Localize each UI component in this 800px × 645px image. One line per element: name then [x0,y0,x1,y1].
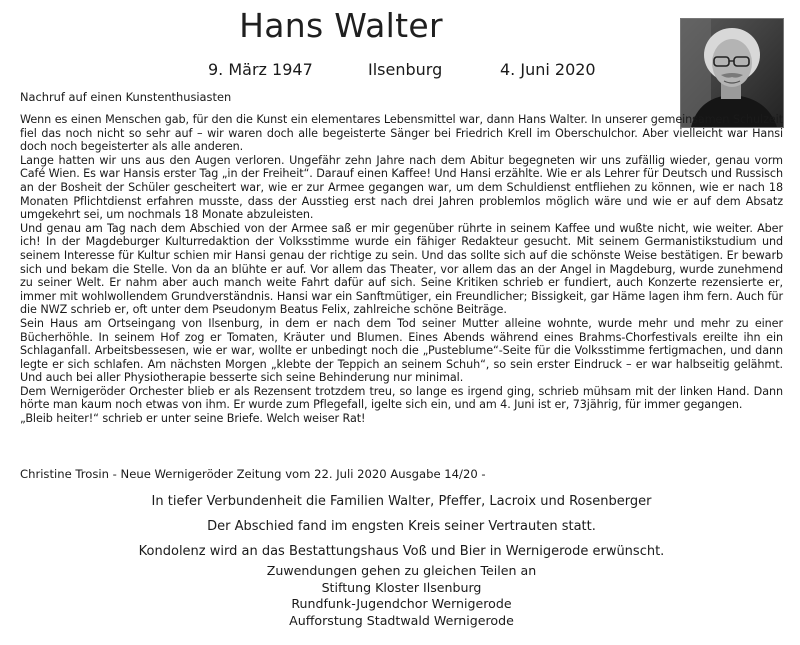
donation-item: Stiftung Kloster Ilsenburg [321,579,482,595]
paragraph: Dem Wernigeröder Orchester blieb er als Rezensent trotzdem treu, so lange es irgend ging, schrieb mühsam mit der linken Hand. Dann hörte man kaum noch etwas von ihm. Er wurde zum Pflegefall, igelte sich ein, und am 4. Juni ist er, 73jährig, für immer gegangen. [20,384,783,412]
birth-place: Ilsenburg [368,60,443,79]
family-announcement [20,494,783,569]
death-date: 4. Juni 2020 [500,60,596,79]
obituary-subtitle: Nachruf auf einen Kunstenthusiasten [20,90,232,104]
paragraph: Wenn es einen Menschen gab, für den die Kunst ein elementares Lebensmittel war, dann Hans Walter. In unserer gemeinsamen Schulzeit fiel das noch nicht so sehr auf – wir waren doch alle begeisterte Sänger bei Friedrich Krell im Oberschulchor. Aber vielleicht war Hansi doch noch begeisterter als alle anderen. [20,113,783,154]
paragraph: „Bleib heiter!“ schrieb er unter seine Briefe. Welch weiser Rat! [20,412,366,426]
donation-item: Rundfunk-Jugendchor Wernigerode [291,596,512,611]
condolence-line: Kondolenz wird an das Bestattungshaus Voß und Bier in Wernigerode erwünscht. [138,544,665,559]
paragraph: Sein Haus am Ortseingang von Ilsenburg, in dem er nach dem Tod seiner Mutter alleine wohnte, wurde mehr und mehr zu einer Bücherhöhle. In seinem Hof zog er Tomaten, Kräuter und Blumen. Eines Abends während eines Brahms-Chorfestivals ereilte ihn ein Schlaganfall. Arbeitsbessesen, wie er war, wollte er unbedingt noch die „Pusteblume“-Seite für die Volksstimme fertigmachen, und dann legte er sich schlafen. Am nächsten Morgen „klebte der Teppich an seinem Schuh“, so sein erster Eindruck – er war halbseitig gelähmt. Und auch bei aller Physiotherapie besserte sich seine Behinderung nur minimal. [20,316,783,385]
paragraph: Lange hatten wir uns aus den Augen verloren. Ungefähr zehn Jahre nach dem Abitur begegneten wir uns zufällig wieder, genau vorm Café Wien. Es war Hansis erster Tag „in der Freiheit“. Darauf einen Kaffee! Und Hansi erzählte. Wie er als Lehrer für Deutsch und Russisch an der Bosheit der Schüler gescheitert war, wie er zur Armee gegangen war, um dem Schuldienst entfliehen zu können, wie er nach 18 Monaten Pflichtdienst erfahren musste, dass der Ausstieg erst nach drei Jahren problemlos möglich wäre und wie er auf dem Absatz umgekehrt sei, um nochmals 18 Monate abzuleisten. [20,153,783,222]
portrait-photo [680,18,784,128]
obituary-text [20,113,783,426]
deceased-name: Hans Walter [239,6,443,45]
farewell-line: Der Abschied fand im engsten Kreis seiner Vertrauten statt. [207,519,596,534]
donation-list [20,563,783,629]
paragraph: Und genau am Tag nach dem Abschied von der Armee saß er mir gegenüber rührte in seinem Kaffee und wußte nicht, wie weiter. Aber ich! In der Magdeburger Kulturredaktion der Volksstimme wurde ein fähiger Redakteur gesucht. Mit seinem Germanistikstudium und seinem Interesse für Kultur schien mir Hansi genau der richtige zu sein. Und das sollte sich auf die schönste Weise bestätigen. Er bewarb sich und bekam die Stelle. Von da an blühte er auf. Vor allem das Theater, vor allem das an der Angel in Magdeburg, wurde zunehmend zu seiner Welt. Er nahm aber auch manch weite Fahrt dafür auf sich. Seine Kritiken schrieb er fundiert, auch Konzerte rezensierte er, immer mit wohlwollendem Grundverständnis. Hansi war ein Sanftmütiger, ein Freundlicher; Bissigkeit, gar Häme lagen ihm fern. Auch für die NWZ schrieb er, oft unter dem Pseudonym Beatus Felix, zahlreiche schöne Beiträge. [20,221,783,317]
birth-date: 9. März 1947 [208,60,313,79]
source-credit: Christine Trosin - Neue Wernigeröder Zeitung vom 22. Juli 2020 Ausgabe 14/20 - [20,467,486,481]
donation-intro: Zuwendungen gehen zu gleichen Teilen an [266,563,537,578]
donation-item: Aufforstung Stadtwald Wernigerode [289,612,514,628]
family-line: In tiefer Verbundenheit die Familien Walter, Pfeffer, Lacroix und Rosenberger [151,494,652,509]
